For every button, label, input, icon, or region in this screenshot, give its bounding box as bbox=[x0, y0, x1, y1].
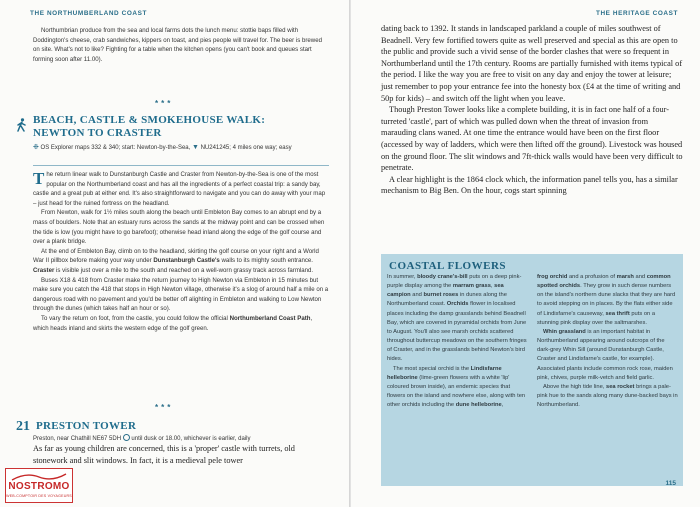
box-c1-p2 bbox=[387, 365, 528, 411]
t: sea thrift bbox=[605, 310, 630, 317]
t: frog orchid bbox=[537, 274, 568, 280]
preston-meta bbox=[33, 434, 333, 442]
t: . They grow in such dense numbers on the island's northern dune slacks that they are hard to avoid stepping on in places. By the flats either side of Lindisfarne's causeway, bbox=[537, 283, 676, 317]
t: The most special orchid is the bbox=[393, 365, 470, 372]
preston-address: Preston, near Chathill NE67 5DH bbox=[33, 436, 122, 442]
t: dune helleborine bbox=[455, 402, 502, 409]
walk-p3-a: At the end of Embleton Bay, climb on to the headland, skirting the golf course on your right and a World War II pillbox before making your way under bbox=[33, 247, 319, 265]
t: brings a pale-pink hue to the sands along many dune-backed bays in Northumberland. bbox=[537, 383, 678, 409]
t: is an important habitat in Northumberland appearing around outcrops of the dark-grey Whin Sill (around Dunstanburgh Castle, Craster and Lindisfarne's castle, for example). Associated plants include common rock rose, maiden pink, chives, purple milk-vetch and field garlic. bbox=[537, 328, 673, 381]
walk-p3-b: walls to its mighty south entrance. bbox=[221, 257, 313, 265]
left-page bbox=[0, 0, 349, 507]
t: bloody crane's-bill bbox=[417, 274, 468, 280]
box-c2-p3 bbox=[537, 383, 678, 410]
t: in dunes along the Northumberland coast. bbox=[387, 292, 507, 308]
t: Lindisfarne helleborine bbox=[387, 365, 502, 381]
walk-p3-bold: Dunstanburgh Castle's bbox=[153, 257, 220, 265]
section-separator: *** bbox=[155, 99, 174, 108]
section-separator-2: *** bbox=[155, 403, 174, 412]
preston-hours: until dusk or 18.00, whichever is earlier, daily bbox=[131, 436, 251, 442]
right-body bbox=[381, 23, 683, 197]
coastal-flowers-box bbox=[381, 254, 683, 486]
walk-paragraph-5 bbox=[33, 314, 329, 333]
t: and bbox=[635, 274, 646, 280]
box-c1-p1 bbox=[387, 273, 528, 365]
t: sea campion bbox=[387, 283, 504, 299]
t: , bbox=[501, 402, 504, 409]
t: (lime-green flowers with a white 'lip' coloured brown inside), an endemic species that flowers on the island and nowhere else, along with ten other orchids including the bbox=[387, 374, 526, 409]
walk-paragraph-4: Buses X18 & 418 from Craster make the return journey to High Newton via Embleton in 15 minutes but make sure you catch the 418 that stops in High Newton village, otherwise it's a slog of around half a mile on a dangerous road with no pavement and you'd be better off alighting in Embleton and walking to Low Newton through the dunes (which takes half an hour or so). bbox=[33, 276, 329, 313]
clock-icon bbox=[123, 434, 130, 441]
nostromo-logo bbox=[5, 468, 73, 503]
walk-meta bbox=[33, 143, 333, 153]
walk-paragraph-3 bbox=[33, 247, 329, 276]
walk-divider bbox=[33, 165, 329, 166]
walk-body bbox=[33, 170, 329, 333]
right-page bbox=[351, 0, 700, 507]
box-title: COASTAL FLOWERS bbox=[389, 260, 507, 272]
intro-paragraph bbox=[33, 26, 329, 64]
t: Whin grassland bbox=[543, 328, 586, 335]
t: common spotted orchids bbox=[537, 274, 671, 290]
walk-title bbox=[33, 114, 333, 139]
t: burnet roses bbox=[423, 292, 459, 299]
drop-cap: T bbox=[33, 169, 45, 188]
t: , bbox=[490, 283, 493, 290]
t: puts on a stunning pink display over the saltmarshes. bbox=[537, 310, 656, 326]
left-running-head: THE NORTHUMBERLAND COAST bbox=[30, 10, 147, 17]
box-column-2 bbox=[537, 273, 678, 410]
t: marsh bbox=[616, 274, 634, 280]
box-column-1 bbox=[387, 273, 528, 410]
t: In summer, bbox=[387, 274, 416, 280]
entry-number: 21 bbox=[16, 419, 30, 434]
t: and bbox=[412, 292, 422, 299]
preston-text bbox=[33, 443, 331, 466]
right-running-head: THE HERITAGE COAST bbox=[595, 10, 678, 17]
t: Orchids bbox=[446, 301, 469, 308]
t: sea rocket bbox=[606, 383, 635, 390]
right-paragraph-3: A clear highlight is the 1864 clock which, the information panel tells you, has a similar mechanism to Big Ben. On the hour, cogs start spinning bbox=[381, 174, 678, 196]
preston-title: PRESTON TOWER bbox=[36, 420, 137, 432]
walk-p5-bold: Northumberland Coast Path bbox=[229, 314, 311, 322]
preston-paragraph: As far as young children are concerned, this is a 'proper' castle with turrets, old stonework and slit windows. In fact, it is a medieval pele tower bbox=[33, 444, 295, 465]
walker-icon bbox=[16, 118, 28, 132]
right-paragraph-1: dating back to 1392. It stands in landscaped parkland a couple of miles southwest of Beadnell. Very few fortified towers quite as well preserved and special as this are open to the public and provide such a vivid sense of the border clashes that were so frequent in Northumberland until the 17th century. Rooms are partially furnished with items typical of the period. I like the way you are free to visit on any day and enjoy the tower at leisure; just remember to pop your entrance fee into the honesty box (£4 at the time of writing and 50p for kids) – and switch off the light when you leave. bbox=[381, 24, 683, 103]
t: and a profusion of bbox=[568, 274, 616, 280]
walk-p3-c: is visible just over a mile to the south and reached on a well-worn grassy track across farmland. bbox=[56, 266, 314, 274]
walk-p1-text: he return linear walk to Dunstanburgh Castle and Craster from Newton-by-the-Sea is one of the most popular on the Northumberland coast and has all the ingredients of a perfect coastal trip: a sandy bay, castle and a great pub at either end. It's also straightforward to navigate and you can do away with your map – just head for the ruined fortress on the headland. bbox=[33, 171, 326, 207]
location-pin-icon: ▼ bbox=[191, 144, 199, 151]
t: flower in localised places including the damp grasslands behind Beadnell Bay, which are covered in pyramidal orchids from June to August. You'll also see marsh orchids scattered throughout buttercup meadows on the southern fringes of Craster, and in the grasslands behind Newton's bird hides. bbox=[387, 301, 527, 363]
intro-text: Northumbrian produce from the sea and local farms dots the lunch menu: stottie baps filled with Doddington's cheese, crab sandwiches, kippers on toast, and pies people will travel for. The beer is brewed on site. What's not to like? Fighting for a table when the kitchen opens (you can't book and queues start forming soon after 11.00). bbox=[33, 27, 322, 63]
box-c2-p1 bbox=[537, 273, 678, 328]
walk-meta-text-a: OS Explorer maps 332 & 340; start: Newton-by-the-Sea, bbox=[40, 145, 191, 151]
page-number: 115 bbox=[665, 480, 676, 487]
t: marram grass bbox=[452, 283, 491, 290]
walk-p5-a: To vary the return on foot, from the castle, you could follow the official bbox=[41, 314, 228, 322]
walk-title-line1: BEACH, CASTLE & SMOKEHOUSE WALK: bbox=[33, 114, 266, 126]
t: Above the high tide line, bbox=[543, 383, 605, 390]
logo-subtitle: WEB-COMPTOIR DES VOYAGEURS bbox=[6, 494, 72, 498]
walk-p5-b: , which heads inland and skirts the western edge of the golf green. bbox=[33, 314, 313, 332]
map-icon: ❉ bbox=[33, 144, 39, 151]
box-c2-p2 bbox=[537, 328, 678, 383]
walk-p3-bold2: Craster bbox=[33, 266, 55, 274]
walk-title-line2: NEWTON TO CRASTER bbox=[33, 126, 162, 139]
logo-name: NOSTROMO bbox=[8, 481, 70, 492]
walk-paragraph-1 bbox=[33, 170, 329, 208]
walk-paragraph-2: From Newton, walk for 1½ miles south along the beach until Embleton Bay comes to an abrupt end by a mass of boulders. Note that an estuary runs across the sands at the midway point and can be crossed when the tide is low (you might have to go barefoot); otherwise head inland along the edge of the golf course and over a plank bridge. bbox=[33, 209, 325, 246]
walk-meta-text-b: NU241245; 4 miles one way; easy bbox=[200, 145, 292, 151]
right-paragraph-2: Though Preston Tower looks like a complete building, it is in fact one half of a four-turreted 'castle', part of which was pulled down when the threat of invasion from marauding clans waned. At one time the entrance would have been on the first floor (accessed by way of ladders, which were then lifted off the ground). Livestock was housed on the ground floor. The slit windows and 7ft-thick walls would have been very difficult to penetrate. bbox=[381, 105, 683, 173]
t: puts on a deep pink-purple display among the bbox=[387, 274, 522, 290]
